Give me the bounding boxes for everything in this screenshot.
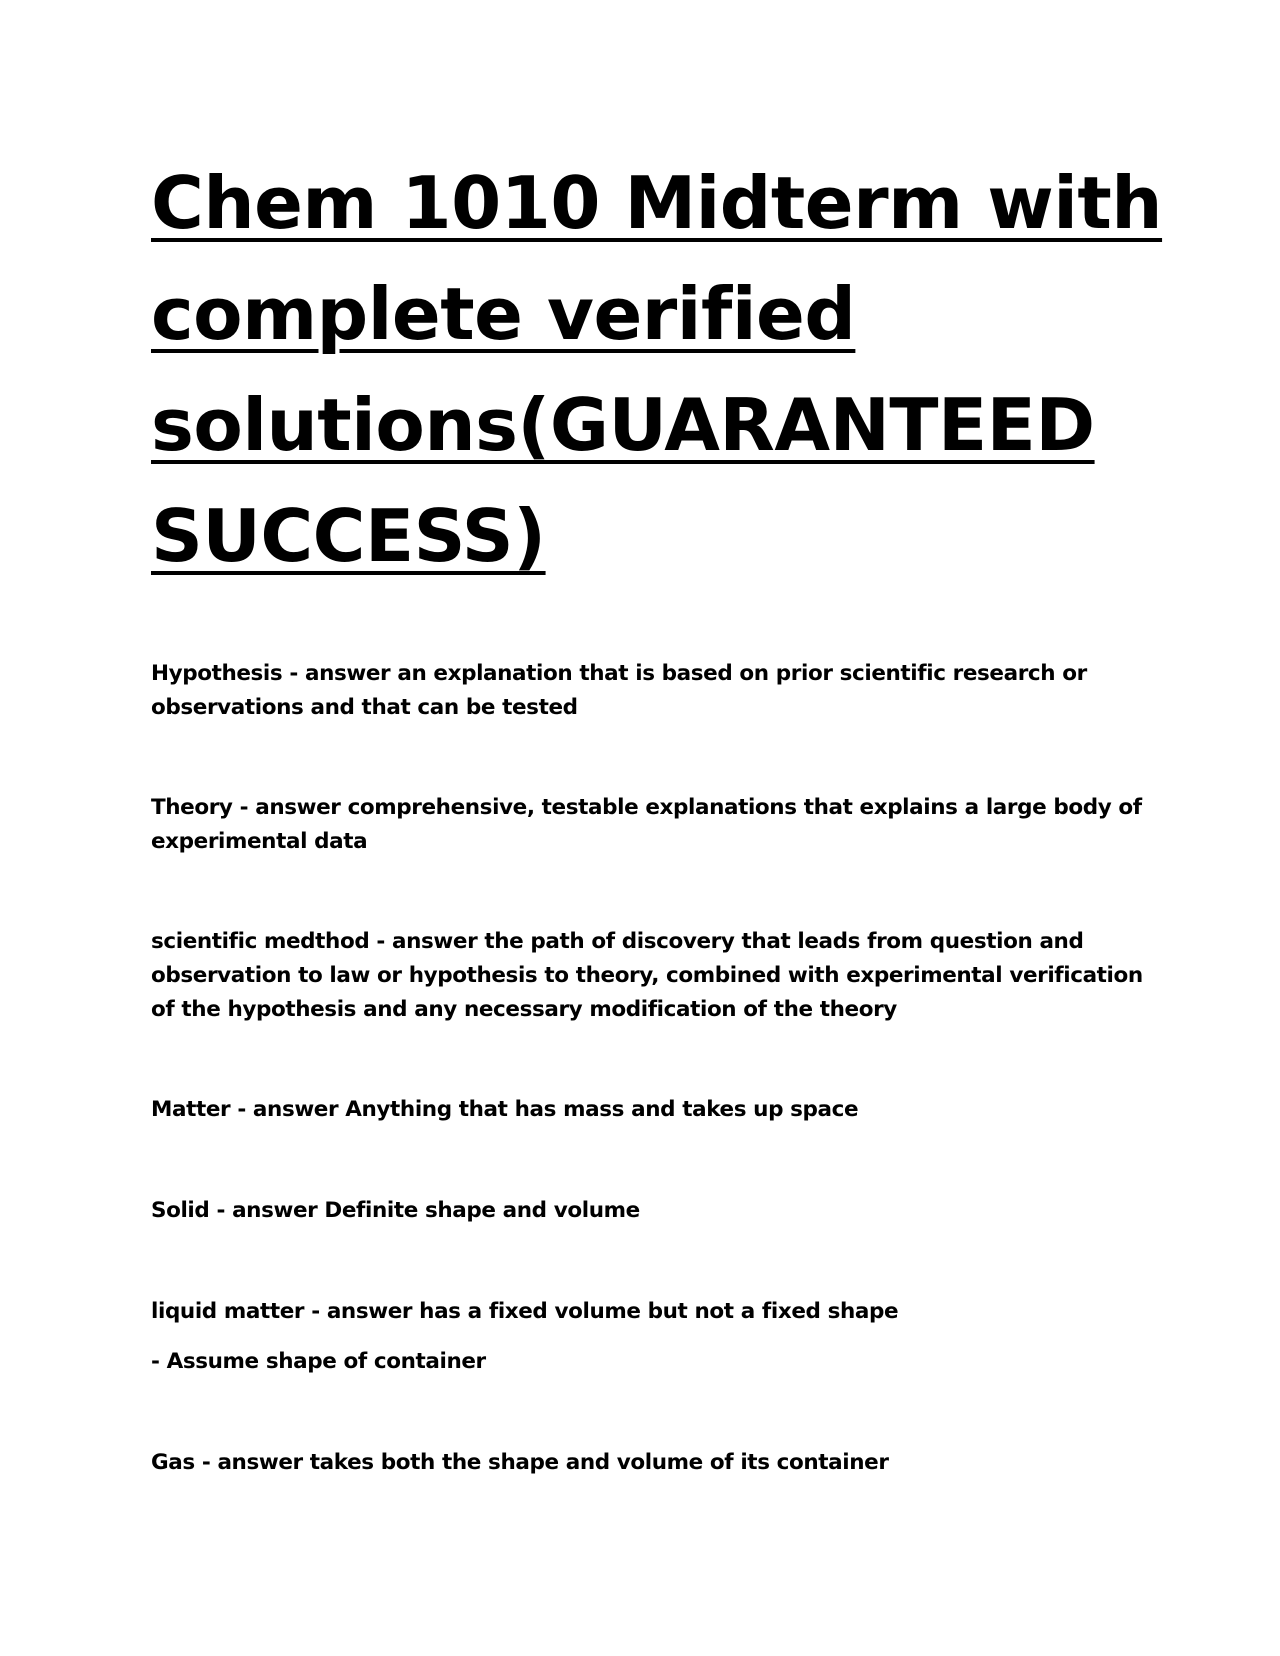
document-title [151,148,1161,592]
entry-line: liquid matter - answer has a fixed volume but not a fixed shape [151,1299,899,1324]
title-line: complete verified [151,272,856,356]
title-line: solutions(GUARANTEED [151,383,1095,467]
title-line: Chem 1010 Midterm with [151,161,1163,245]
entry-line: Gas - answer takes both the shape and volume of its container [151,1450,889,1475]
entry-line: Hypothesis - answer an explanation that is based on prior scientific research or [151,661,1087,686]
qa-entry-liquid-matter [151,1295,1141,1329]
entry-line: - Assume shape of container [151,1349,486,1374]
entry-line: experimental data [151,829,368,854]
entry-line: Theory - answer comprehensive, testable explanations that explains a large body of [151,795,1142,820]
qa-entry-solid [151,1194,1141,1228]
entry-line: observation to law or hypothesis to theory, combined with experimental verification [151,963,1143,988]
entry-line: Matter - answer Anything that has mass and takes up space [151,1097,859,1122]
entry-line: observations and that can be tested [151,695,578,720]
qa-entry-liquid-note [151,1345,1141,1379]
qa-entry-hypothesis [151,657,1141,725]
qa-entry-theory [151,791,1141,859]
title-line: SUCCESS) [151,494,546,578]
entry-line: scientific medthod - answer the path of discovery that leads from question and [151,929,1084,954]
entry-line: of the hypothesis and any necessary modification of the theory [151,997,897,1022]
entry-line: Solid - answer Definite shape and volume [151,1198,640,1223]
qa-entry-matter [151,1093,1141,1127]
qa-entry-gas [151,1446,1141,1480]
qa-entry-scientific-method [151,925,1141,1027]
